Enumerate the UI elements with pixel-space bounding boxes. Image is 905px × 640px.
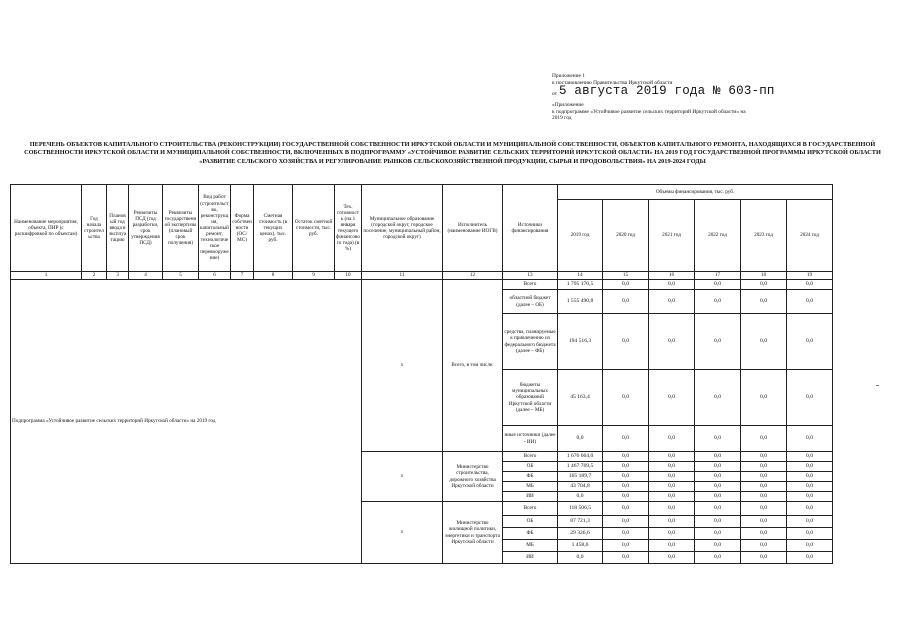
funding-value: 0,0 — [695, 482, 741, 492]
order-line — [552, 86, 892, 97]
column-number: 6 — [199, 272, 231, 280]
funding-value: 43 704,8 — [558, 482, 603, 492]
funding-value: 0,0 — [741, 370, 787, 426]
funding-value: 87 721,3 — [558, 516, 603, 528]
funding-value: 0,0 — [695, 452, 741, 462]
funding-value: 0,0 — [787, 290, 833, 314]
funding-value: 0,0 — [695, 502, 741, 516]
funding-value: 0,0 — [603, 502, 649, 516]
funding-value: 0,0 — [603, 528, 649, 540]
funding-value: 0,0 — [695, 516, 741, 528]
funding-source: ОБ — [503, 516, 558, 528]
column-number: 1 — [11, 272, 82, 280]
funding-source: бюджеты муниципальных образований Иркутской области (далее – МБ) — [503, 370, 558, 426]
funding-value: 0,0 — [695, 290, 741, 314]
funding-source: ИИ — [503, 492, 558, 502]
funding-value: 0,0 — [787, 370, 833, 426]
column-number: 3 — [107, 272, 129, 280]
scan-mark — [876, 385, 879, 386]
funding-value: 0,0 — [787, 426, 833, 452]
funding-value: 0,0 — [741, 552, 787, 564]
header-year: 2023 год — [741, 200, 787, 272]
funding-value: 0,0 — [603, 280, 649, 290]
funding-value: 0,0 — [741, 462, 787, 472]
funding-value: 0,0 — [787, 528, 833, 540]
appendix-line: Приложение 1 — [552, 73, 585, 79]
funding-value: 0,0 — [603, 540, 649, 552]
subprogram-x-mark: x — [362, 280, 443, 452]
column-number: 5 — [163, 272, 199, 280]
funding-value: 0,0 — [649, 528, 695, 540]
subprogram-name: Подпрограмма «Устойчивое развитие сельских территорий Иркутской области» на 2019 год — [11, 280, 362, 564]
column-number: 8 — [254, 272, 293, 280]
header-commission-year: Плановый год ввода в эксплуатацию — [107, 185, 129, 272]
funding-value: 0,0 — [649, 502, 695, 516]
funding-value: 0,0 — [603, 516, 649, 528]
funding-source: Всего — [503, 452, 558, 462]
funding-source: МБ — [503, 540, 558, 552]
funding-value: 0,0 — [787, 552, 833, 564]
funding-value: 0,0 — [741, 452, 787, 462]
funding-value: 45 163,4 — [558, 370, 603, 426]
appendix-line: к постановлению Правительства Иркутской области — [552, 79, 673, 86]
funding-value: 0,0 — [695, 370, 741, 426]
funding-value: 0,0 — [741, 314, 787, 370]
funding-value: 29 326,6 — [558, 528, 603, 540]
funding-value: 194 516,3 — [558, 314, 603, 370]
funding-source: ФБ — [503, 528, 558, 540]
funding-value: 0,0 — [649, 482, 695, 492]
header-funding-sources: Источники финансирования — [503, 185, 558, 272]
funding-value: 0,0 — [695, 528, 741, 540]
funding-value: 0,0 — [649, 492, 695, 502]
funding-value: 0,0 — [787, 472, 833, 482]
objects-table — [10, 184, 833, 564]
header-tech-readiness: Тех. готовность (на 1 января текущего финансового года) (в %) — [335, 185, 362, 272]
funding-value: 0,0 — [649, 426, 695, 452]
funding-source: ФБ — [503, 472, 558, 482]
funding-value: 0,0 — [787, 492, 833, 502]
funding-value: 0,0 — [787, 452, 833, 462]
funding-source: Всего — [503, 280, 558, 290]
funding-value: 0,0 — [603, 314, 649, 370]
funding-value: 0,0 — [741, 290, 787, 314]
funding-value: 0,0 — [787, 462, 833, 472]
appendix-block — [552, 73, 892, 122]
funding-value: 0,0 — [741, 540, 787, 552]
column-number: 10 — [335, 272, 362, 280]
funding-value: 0,0 — [741, 472, 787, 482]
funding-value: 0,0 — [787, 482, 833, 492]
funding-source: ИИ — [503, 552, 558, 564]
funding-value: 0,0 — [649, 314, 695, 370]
funding-value: 1 555 490,8 — [558, 290, 603, 314]
funding-value: 0,0 — [695, 540, 741, 552]
funding-source: МБ — [503, 482, 558, 492]
header-psd-details: Реквизиты ПСД (год разработки, срок утверждения ПСД) — [129, 185, 163, 272]
column-number: 14 — [558, 272, 603, 280]
funding-value: 0,0 — [787, 516, 833, 528]
funding-value: 1 458,6 — [558, 540, 603, 552]
funding-value: 0,0 — [603, 482, 649, 492]
funding-value: 0,0 — [741, 516, 787, 528]
ministry-x-mark: x — [362, 452, 443, 502]
column-number: 13 — [503, 272, 558, 280]
column-number: 16 — [649, 272, 695, 280]
header-estimated-cost: Сметная стоимость (в текущих ценах), тыс. руб. — [254, 185, 293, 272]
header-year: 2020 год — [603, 200, 649, 272]
header-work-type: Вид работ (строительство, реконструкция, капитальный ремонт, технологическое перевооружение) — [199, 185, 231, 272]
funding-source: иные источники (далее - ИИ) — [503, 426, 558, 452]
funding-value: 165 189,7 — [558, 472, 603, 482]
funding-value: 0,0 — [603, 552, 649, 564]
funding-value: 0,0 — [787, 540, 833, 552]
funding-value: 0,0 — [558, 492, 603, 502]
header-object-name: Наименование мероприятия, объекта, ПИР (с расшифровкой по объектам) — [11, 185, 82, 272]
appendix-line: «Приложение — [552, 102, 584, 109]
funding-value: 0,0 — [558, 426, 603, 452]
subprogram-executor: Всего, в том числе: — [443, 280, 503, 452]
ministry-name: Министерство строительства, дорожного хозяйства Иркутской области — [443, 452, 503, 502]
funding-source: Всего — [503, 502, 558, 516]
column-number: 12 — [443, 272, 503, 280]
column-number: 19 — [787, 272, 833, 280]
funding-value: 0,0 — [741, 492, 787, 502]
funding-value: 118 506,5 — [558, 502, 603, 516]
column-number: 7 — [231, 272, 254, 280]
funding-source: ОБ — [503, 462, 558, 472]
document-title: ПЕРЕЧЕНЬ ОБЪЕКТОВ КАПИТАЛЬНОГО СТРОИТЕЛЬСТВА (РЕКОНСТРУКЦИИ) ГОСУДАРСТВЕННОЙ СОБСТВЕННОСТИ ИРКУТСКОЙ ОБЛАСТИ И МУНИЦИПАЛЬНОЙ СОБСТВЕННОСТИ, ОБЪЕКТОВ КАПИТАЛЬНОГО РЕМОНТА, НАХОДЯЩИХСЯ В ГОСУДАРСТВЕННОЙ СОБСТВЕННОСТИ ИРКУТСКОЙ ОБЛАСТИ И МУНИЦИПАЛЬНОЙ СОБСТВЕННОСТИ, ВКЛЮЧЕННЫХ В ПОДПРОГРАММУ «УСТОЙЧИВОЕ РАЗВИТИЕ СЕЛЬСКИХ ТЕРРИТОРИЙ ИРКУТСКОЙ ОБЛАСТИ» НА 2019 ГОД ГОСУДАРСТВЕННОЙ ПРОГРАММЫ ИРКУТСКОЙ ОБЛАСТИ «РАЗВИТИЕ СЕЛЬСКОГО ХОЗЯЙСТВА И РЕГУЛИРОВАНИЕ РЫНКОВ СЕЛЬСКОХОЗЯЙСТВЕННОЙ ПРОДУКЦИИ, СЫРЬЯ И ПРОДОВОЛЬСТВИЯ» НА 2019-2024 ГОДЫ — [24, 141, 881, 165]
header-year: 2024 год — [787, 200, 833, 272]
funding-value: 0,0 — [603, 472, 649, 482]
funding-value: 0,0 — [649, 370, 695, 426]
funding-value: 0,0 — [649, 540, 695, 552]
funding-source: средства, планируемые к привлечению из федерального бюджета (далее – ФБ) — [503, 314, 558, 370]
funding-value: 0,0 — [695, 552, 741, 564]
column-number: 4 — [129, 272, 163, 280]
header-ownership-form: Форма собственности (ОС/МС) — [231, 185, 254, 272]
column-number: 18 — [741, 272, 787, 280]
funding-value: 0,0 — [603, 492, 649, 502]
funding-value: 0,0 — [695, 426, 741, 452]
header-start-year: Год начала строительства — [82, 185, 107, 272]
funding-value: 0,0 — [603, 370, 649, 426]
header-year: 2019 год — [558, 200, 603, 272]
funding-value: 0,0 — [695, 462, 741, 472]
funding-value: 0,0 — [741, 528, 787, 540]
header-state-expertise: Реквизиты государственной экспертизы (плановый срок получения) — [163, 185, 199, 272]
funding-value: 1 467 769,5 — [558, 462, 603, 472]
header-funding-volumes: Объемы финансирования, тыс. руб. — [558, 185, 833, 200]
funding-value: 0,0 — [741, 280, 787, 290]
funding-value: 0,0 — [695, 280, 741, 290]
funding-value: 0,0 — [558, 552, 603, 564]
funding-value: 0,0 — [649, 552, 695, 564]
funding-value: 0,0 — [741, 426, 787, 452]
header-municipality: Муниципальное образование (городской округ, городское поселение, муниципальный район, городской округ) — [362, 185, 443, 272]
order-number: 5 августа 2019 года № 603-пп — [558, 84, 775, 99]
funding-value: 0,0 — [787, 502, 833, 516]
funding-value: 0,0 — [649, 516, 695, 528]
funding-value: 0,0 — [787, 280, 833, 290]
header-year: 2021 год — [649, 200, 695, 272]
funding-value: 0,0 — [603, 426, 649, 452]
funding-value: 0,0 — [603, 462, 649, 472]
funding-value: 0,0 — [741, 502, 787, 516]
funding-value: 1 795 170,5 — [558, 280, 603, 290]
funding-value: 0,0 — [603, 452, 649, 462]
funding-value: 0,0 — [603, 290, 649, 314]
appendix-line: к подпрограмме «Устойчивое развитие сельских территорий Иркутской области» на — [552, 108, 746, 115]
table-row — [11, 280, 833, 290]
funding-value: 0,0 — [695, 314, 741, 370]
column-number: 2 — [82, 272, 107, 280]
header-cost-balance: Остаток сметной стоимости, тыс. руб. — [293, 185, 335, 272]
funding-value: 0,0 — [649, 280, 695, 290]
funding-value: 0,0 — [649, 290, 695, 314]
funding-value: 0,0 — [649, 472, 695, 482]
appendix-line: 2019 год — [552, 115, 572, 122]
order-prefix: от — [552, 90, 557, 97]
funding-value: 0,0 — [787, 314, 833, 370]
ministry-name: Министерство жилищной политики, энергетики и транспорта Иркутской области — [443, 502, 503, 564]
funding-value: 1 676 664,0 — [558, 452, 603, 462]
funding-value: 0,0 — [695, 472, 741, 482]
funding-value: 0,0 — [649, 462, 695, 472]
column-number: 9 — [293, 272, 335, 280]
header-executor: Исполнитель (наименование ИОГВ) — [443, 185, 503, 272]
funding-value: 0,0 — [695, 492, 741, 502]
column-number: 11 — [362, 272, 443, 280]
column-number: 15 — [603, 272, 649, 280]
ministry-x-mark: x — [362, 502, 443, 564]
funding-value: 0,0 — [741, 482, 787, 492]
funding-value: 0,0 — [649, 452, 695, 462]
funding-source: областной бюджет (далее – ОБ) — [503, 290, 558, 314]
header-year: 2022 год — [695, 200, 741, 272]
column-number: 17 — [695, 272, 741, 280]
